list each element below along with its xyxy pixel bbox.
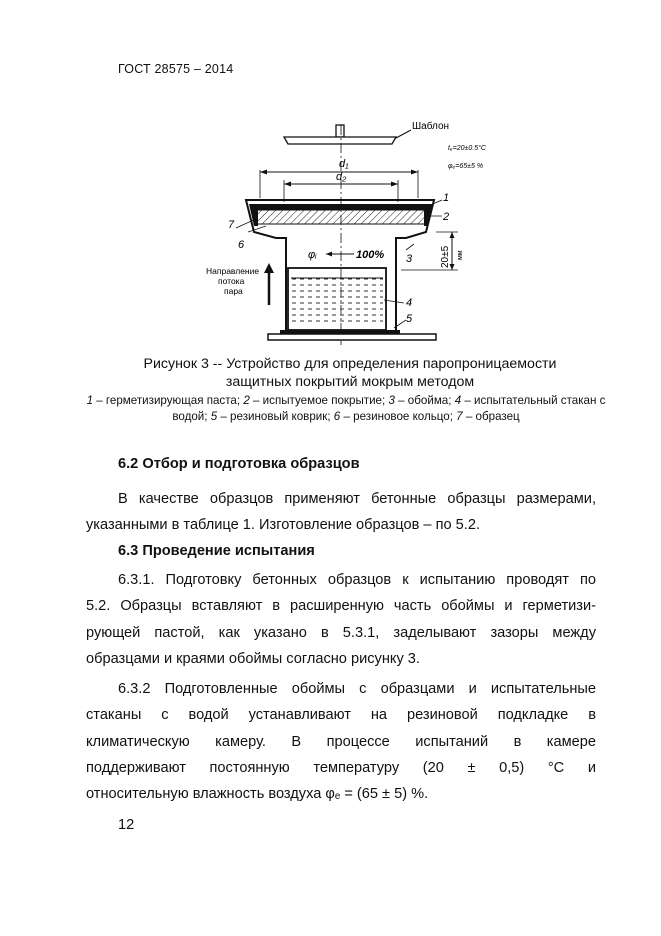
section-6-3-2-paragraph <box>86 676 596 807</box>
legend-num: 3 <box>388 394 395 407</box>
text-line: поддерживают постоянную температуру (20 ± 0,5) °С и <box>86 759 596 776</box>
text-line: 6.3.1. Подготовку бетонных образцов к испытанию проводят по <box>118 572 596 588</box>
text-line: В качестве образцов применяют бетонные образцы размерами, <box>118 491 596 507</box>
text-line: климатическую камеру. В процессе испытаний в камере <box>86 733 596 750</box>
flow-label-2: потока <box>218 276 245 286</box>
figure-caption-line2: защитных покрытий мокрым методом <box>225 374 475 390</box>
text-line: 5.2. Образцы вставляют в расширенную часть обоймы и герметизи- <box>86 598 596 615</box>
base-plate <box>268 334 436 340</box>
legend-text: – резиновый коврик; <box>220 409 334 423</box>
legend-num: 7 <box>456 409 463 423</box>
legend-text: – испытательный стакан с водой; <box>172 394 606 423</box>
callout-4: 4 <box>406 297 413 309</box>
section-6-2-paragraph <box>86 486 596 539</box>
page-number: 12 <box>118 817 135 833</box>
callout-5: 5 <box>406 313 413 325</box>
d2-label: d₂ <box>336 171 347 183</box>
section-6-2-heading: 6.2 Отбор и подготовка образцов <box>118 456 360 472</box>
legend-text: – резиновое кольцо; <box>343 409 457 423</box>
flow-label-3: пара <box>224 286 243 296</box>
legend-num: 6 <box>333 409 341 423</box>
dim-label: 20±5 <box>440 245 451 268</box>
document-header: ГОСТ 28575 – 2014 <box>118 62 234 76</box>
legend-text: – испытуемое покрытие; <box>253 394 389 407</box>
template-label: Шаблон <box>412 121 450 132</box>
callout-1: 1 <box>443 192 450 204</box>
template-knob <box>336 125 344 137</box>
section-6-3-1-paragraph <box>86 567 596 672</box>
figure-legend <box>86 393 606 424</box>
legend-num: 2 <box>243 394 250 407</box>
text-line: рующей пастой, как указано в 5.3.1, заделывают зазоры между <box>86 624 596 641</box>
callout-3: 3 <box>406 253 413 265</box>
text-line: стаканы с водой устанавливают на резиновой подкладке в <box>86 707 596 724</box>
legend-text: – герметизирующая паста; <box>96 394 244 407</box>
legend-text: – обойма; <box>398 394 455 407</box>
text-line: относительную влажность воздуха φₑ = (65 ± 5) %. <box>86 786 429 803</box>
template-plate <box>284 137 396 144</box>
text-line: 6.3.2 Подготовленные обоймы с образцами и испытательные <box>118 681 596 697</box>
section-6-3-heading: 6.3 Проведение испытания <box>118 543 315 559</box>
legend-text: – образец <box>465 409 520 423</box>
legend-num: 1 <box>86 394 94 407</box>
callout-7: 7 <box>228 219 235 231</box>
hundred-label: 100% <box>356 249 385 261</box>
figure-caption-line1: Рисунок 3 -- Устройство для определения паропроницаемости <box>143 356 557 372</box>
d1-label: d₁ <box>339 158 349 170</box>
text-line: указанными в таблице 1. Изготовление образцов – по 5.2. <box>86 517 481 534</box>
legend-num: 5 <box>210 409 218 423</box>
te-label: tₑ=20±0.5°C <box>448 145 486 152</box>
phii-label: φᵢ <box>308 249 317 261</box>
mm-label: мм <box>457 250 464 260</box>
text-line: образцами и краями обоймы согласно рисунку 3. <box>86 650 420 667</box>
flow-label-1: Направление <box>206 266 260 276</box>
water <box>291 278 383 326</box>
callout-2: 2 <box>443 211 450 223</box>
phie-label: φₑ=65±5 % <box>448 163 484 170</box>
legend-num: 4 <box>454 394 462 407</box>
callout-6: 6 <box>238 239 245 251</box>
figure-diagram <box>196 120 606 350</box>
flow-arrow-head <box>264 263 274 273</box>
